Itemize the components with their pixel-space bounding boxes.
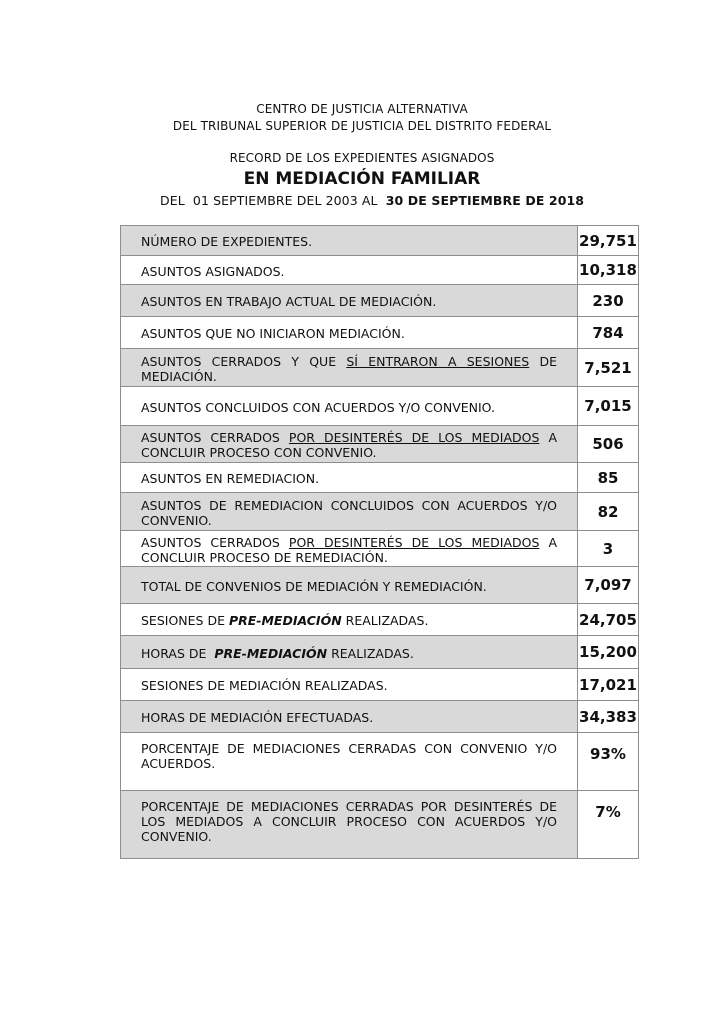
row-value: 506: [578, 426, 639, 463]
row-value: 17,021: [578, 669, 639, 701]
row-label: [121, 426, 578, 463]
row-label-part: SESIONES DE: [141, 613, 229, 628]
row-label: ASUNTOS ASIGNADOS.: [121, 256, 578, 285]
table-row: [121, 226, 639, 256]
period-line: [160, 193, 584, 209]
table-row: [121, 387, 639, 426]
table-row: [121, 256, 639, 285]
row-label: ASUNTOS QUE NO INICIARON MEDIACIÓN.: [121, 317, 578, 349]
row-label: NÚMERO DE EXPEDIENTES.: [121, 226, 578, 256]
row-value: 34,383: [578, 701, 639, 733]
row-label: ASUNTOS EN TRABAJO ACTUAL DE MEDIACIÓN.: [121, 285, 578, 317]
row-label: TOTAL DE CONVENIOS DE MEDIACIÓN Y REMEDIACIÓN.: [121, 567, 578, 604]
header-line-1: CENTRO DE JUSTICIA ALTERNATIVA: [256, 102, 468, 116]
row-value: 7,015: [578, 387, 639, 426]
row-label-underlined: POR DESINTERÉS DE LOS MEDIADOS: [288, 534, 540, 550]
table-row: [121, 531, 639, 567]
table-row: [121, 733, 639, 791]
table-row: [121, 493, 639, 531]
row-label: SESIONES DE MEDIACIÓN REALIZADAS.: [121, 669, 578, 701]
row-label: ASUNTOS DE REMEDIACION CONCLUIDOS CON ACUERDOS Y/O CONVENIO.: [121, 493, 578, 531]
period-prefix: DEL 01 SEPTIEMBRE DEL 2003 AL: [160, 193, 386, 208]
table-row: [121, 285, 639, 317]
row-label: HORAS DE MEDIACIÓN EFECTUADAS.: [121, 701, 578, 733]
row-label-part: ASUNTOS CERRADOS: [141, 430, 289, 445]
row-label-part: REALIZADAS.: [341, 613, 429, 628]
row-value: 10,318: [578, 256, 639, 285]
row-label-part: HORAS DE: [141, 645, 215, 661]
row-label-part: REALIZADAS.: [327, 645, 414, 661]
row-value: 85: [578, 463, 639, 493]
row-label: [121, 349, 578, 387]
table-row: [121, 636, 639, 669]
header-line-3: RECORD DE LOS EXPEDIENTES ASIGNADOS: [229, 151, 495, 165]
table-row: [121, 349, 639, 387]
row-label-part: ASUNTOS CERRADOS Y QUE: [141, 353, 347, 369]
row-label-emphasis: PRE-MEDIACIÓN: [214, 645, 328, 661]
row-label: PORCENTAJE DE MEDIACIONES CERRADAS CON CONVENIO Y/O ACUERDOS.: [121, 733, 578, 791]
row-value: 7,097: [578, 567, 639, 604]
row-value: 7,521: [578, 349, 639, 387]
row-value: 29,751: [578, 226, 639, 256]
row-label: PORCENTAJE DE MEDIACIONES CERRADAS POR DESINTERÉS DE LOS MEDIADOS A CONCLUIR PROCESO CON ACUERDOS Y/O CONVENIO.: [121, 791, 578, 859]
records-table: [120, 225, 639, 859]
row-value: 93%: [578, 733, 639, 791]
row-value: 3: [578, 531, 639, 567]
table-row: [121, 604, 639, 636]
row-value: 82: [578, 493, 639, 531]
document-title: EN MEDIACIÓN FAMILIAR: [243, 169, 481, 189]
table-row: [121, 426, 639, 463]
row-value: 230: [578, 285, 639, 317]
row-value: 24,705: [578, 604, 639, 636]
row-label: [121, 531, 578, 567]
row-label-underlined: POR DESINTERÉS DE LOS MEDIADOS: [288, 430, 540, 445]
row-label-part: A CONCLUIR PROCESO CON CONVENIO.: [141, 430, 558, 460]
row-label-part: DE MEDIACIÓN.: [141, 353, 558, 384]
row-label: ASUNTOS EN REMEDIACION.: [121, 463, 578, 493]
row-label-part: A CONCLUIR PROCESO DE REMEDIACIÓN.: [141, 534, 558, 565]
row-label-part: ASUNTOS CERRADOS: [141, 534, 289, 550]
row-value: 784: [578, 317, 639, 349]
row-value: 15,200: [578, 636, 639, 669]
table-row: [121, 567, 639, 604]
table-row: [121, 791, 639, 859]
row-label: [121, 636, 578, 669]
row-value: 7%: [578, 791, 639, 859]
row-label: [121, 604, 578, 636]
row-label-underlined: SÍ ENTRARON A SESIONES: [346, 353, 530, 369]
header-line-2: DEL TRIBUNAL SUPERIOR DE JUSTICIA DEL DISTRITO FEDERAL: [172, 119, 552, 133]
row-label-emphasis: PRE-MEDIACIÓN: [228, 613, 342, 628]
table-row: [121, 669, 639, 701]
period-end: 30 DE SEPTIEMBRE DE 2018: [385, 193, 585, 208]
table-row: [121, 317, 639, 349]
row-label: ASUNTOS CONCLUIDOS CON ACUERDOS Y/O CONVENIO.: [121, 387, 578, 426]
table-row: [121, 701, 639, 733]
table-row: [121, 463, 639, 493]
